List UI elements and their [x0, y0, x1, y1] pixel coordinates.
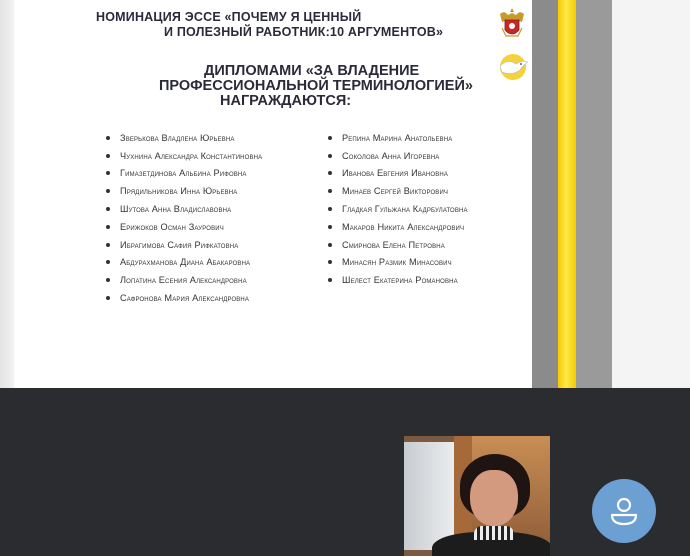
bullet-icon [106, 243, 110, 247]
coat-of-arms-icon [496, 6, 528, 40]
award-line-1: ДИПЛОМАМИ «ЗА ВЛАДЕНИЕ [204, 63, 420, 79]
awardee-name: Лопатина Есения Александровна [120, 275, 247, 286]
video-background-window [404, 442, 460, 550]
awardee-item [328, 165, 468, 183]
awardee-name: Гимазетдинова Альбина Рифовна [120, 168, 247, 179]
share-edge [0, 0, 14, 388]
nomination-title [14, 10, 532, 40]
bullet-icon [328, 278, 332, 282]
bullet-icon [328, 136, 332, 140]
awardee-item [106, 147, 262, 165]
participant-collar [474, 526, 514, 540]
awardee-item [106, 236, 262, 254]
awardee-item [106, 271, 262, 289]
awardee-name: Зверькова Владлена Юрьевна [120, 132, 235, 143]
bullet-icon [106, 136, 110, 140]
awardee-name: Макаров Никита Александрович [342, 221, 465, 232]
awardee-item [106, 289, 262, 307]
decor-stripe [576, 0, 612, 388]
awardees-list-left [106, 129, 262, 307]
accessibility-button[interactable] [592, 479, 656, 543]
awardee-item [106, 182, 262, 200]
awardee-name: Ибрагимова Сафия Рифкатовна [120, 239, 239, 250]
bullet-icon [106, 225, 110, 229]
awardee-item [106, 254, 262, 272]
award-title [14, 64, 532, 109]
nomination-line-1: НОМИНАЦИЯ ЭССЕ «ПОЧЕМУ Я ЦЕННЫЙ [96, 10, 362, 24]
bullet-icon [106, 260, 110, 264]
decor-stripe-yellow [558, 0, 576, 388]
awardee-name: Ерижоков Осман Заурович [120, 221, 224, 232]
bullet-icon [328, 225, 332, 229]
bullet-icon [328, 189, 332, 193]
awardee-name: Абдурахманова Диана Абакаровна [120, 257, 251, 268]
award-line-2: ПРОФЕССИОНАЛЬНОЙ ТЕРМИНОЛОГИЕЙ» [159, 78, 473, 94]
awardees-list-right [328, 129, 468, 289]
decor-stripe [532, 0, 558, 388]
bullet-icon [106, 154, 110, 158]
awardee-item [328, 236, 468, 254]
awardee-item [106, 200, 262, 218]
awardee-item [328, 200, 468, 218]
bullet-icon [328, 171, 332, 175]
awardee-item [328, 147, 468, 165]
awardee-name: Шелест Екатерина Романовна [342, 275, 458, 286]
awardee-item [328, 129, 468, 147]
bullet-icon [106, 189, 110, 193]
bullet-icon [328, 260, 332, 264]
awardee-name: Смирнова Елена Петровна [342, 239, 445, 250]
awardee-name: Чухнина Александра Константиновна [120, 150, 263, 161]
awardee-name: Репина Марина Анатольевна [342, 132, 453, 143]
awardee-name: Минасян Размик Минасович [342, 257, 452, 268]
bullet-icon [106, 296, 110, 300]
nomination-line-2: И ПОЛЕЗНЫЙ РАБОТНИК:10 АРГУМЕНТОВ» [164, 25, 444, 39]
awardee-name: Шутова Анна Владиславовна [120, 204, 232, 215]
awardee-name: Соколова Анна Игоревна [342, 150, 440, 161]
bullet-icon [328, 243, 332, 247]
decor-stripe [612, 0, 690, 388]
awardee-item [106, 129, 262, 147]
participant-face [470, 470, 518, 526]
awardee-item [328, 271, 468, 289]
bullet-icon [328, 154, 332, 158]
bullet-icon [106, 207, 110, 211]
awardee-name: Минаев Сергей Викторович [342, 186, 449, 197]
awardee-name: Сафронова Мария Александровна [120, 293, 250, 304]
awardee-item [328, 182, 468, 200]
participant-video-tile[interactable] [404, 436, 550, 556]
awardee-item [106, 165, 262, 183]
awardee-item [106, 218, 262, 236]
bullet-icon [328, 207, 332, 211]
awardee-item [328, 218, 468, 236]
award-line-3: НАГРАЖДАЮТСЯ: [220, 93, 352, 109]
presentation-slide [14, 0, 532, 388]
awardee-name: Иванова Евгения Ивановна [342, 168, 449, 179]
awardee-name: Прядильникова Инна Юрьевна [120, 186, 238, 197]
awardee-name: Гладкая Гульжана Кадрбулатовна [342, 204, 468, 215]
awardee-item [328, 254, 468, 272]
accessibility-icon [607, 494, 641, 528]
bullet-icon [106, 278, 110, 282]
bullet-icon [106, 171, 110, 175]
